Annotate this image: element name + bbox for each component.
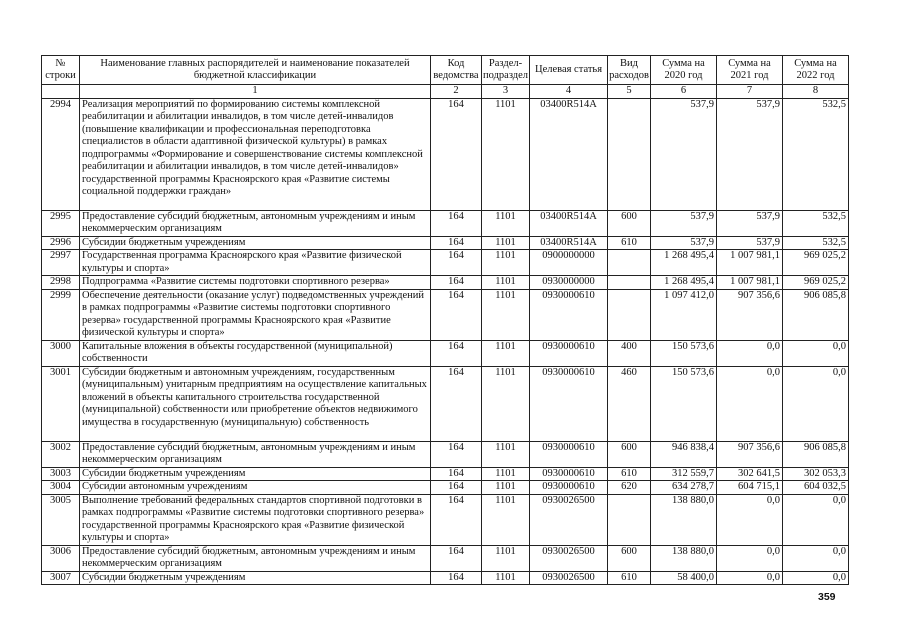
sum-2020: 138 880,0 (651, 545, 717, 571)
sum-2021: 537,9 (717, 98, 783, 210)
section-code: 1101 (482, 571, 530, 585)
row-name: Субсидии бюджетным и автономным учреждениям, государственным (муниципальным) унитарным предприятиям на осуществление капитальных вложений в объекты капитального строительства государственной (муниципальной) собственности или приобретение объектов недвижимого имущества в государственную (муниципальную) собственность (80, 366, 431, 441)
row-name: Субсидии бюджетным учреждениям (80, 467, 431, 481)
column-number: 7 (717, 85, 783, 99)
dept-code: 164 (431, 545, 482, 571)
dept-code: 164 (431, 366, 482, 441)
row-number: 3004 (42, 481, 80, 495)
section-code: 1101 (482, 289, 530, 340)
target-article: 0930000610 (530, 481, 608, 495)
sum-2022: 0,0 (783, 340, 849, 366)
sum-2020: 1 268 495,4 (651, 250, 717, 276)
row-number: 2997 (42, 250, 80, 276)
column-number: 3 (482, 85, 530, 99)
row-name: Субсидии бюджетным учреждениям (80, 571, 431, 585)
table-row (42, 210, 849, 236)
column-number-row (42, 85, 849, 99)
expense-type: 400 (608, 340, 651, 366)
row-number: 2995 (42, 210, 80, 236)
target-article: 0930000610 (530, 366, 608, 441)
row-number: 3003 (42, 467, 80, 481)
target-article: 0930000610 (530, 340, 608, 366)
dept-code: 164 (431, 340, 482, 366)
target-article: 03400R514A (530, 210, 608, 236)
table-row (42, 545, 849, 571)
sum-2021: 0,0 (717, 340, 783, 366)
sum-2021: 0,0 (717, 571, 783, 585)
column-number: 1 (80, 85, 431, 99)
row-number: 3007 (42, 571, 80, 585)
section-code: 1101 (482, 545, 530, 571)
expense-type: 620 (608, 481, 651, 495)
expense-type: 600 (608, 210, 651, 236)
sum-2020: 150 573,6 (651, 340, 717, 366)
sum-2021: 907 356,6 (717, 289, 783, 340)
sum-2021: 537,9 (717, 236, 783, 250)
target-article: 03400R514A (530, 236, 608, 250)
row-name: Обеспечение деятельности (оказание услуг) подведомственных учреждений в рамках подпрограммы «Развитие системы подготовки спортивного резерва» государственной программы Красноярского края «Развитие физической культуры и спорта» (80, 289, 431, 340)
sum-2020: 537,9 (651, 236, 717, 250)
expense-type: 460 (608, 366, 651, 441)
row-name: Выполнение требований федеральных стандартов спортивной подготовки в рамках подпрограммы «Развитие системы подготовки спортивного резерва» государственной программы Красноярского края «Развитие физической культуры и спорта» (80, 494, 431, 545)
table-row (42, 236, 849, 250)
dept-code: 164 (431, 236, 482, 250)
target-article: 0900000000 (530, 250, 608, 276)
expense-type (608, 289, 651, 340)
dept-code: 164 (431, 98, 482, 210)
column-number: 2 (431, 85, 482, 99)
row-name: Субсидии бюджетным учреждениям (80, 236, 431, 250)
header-expense-type: Вид расходов (608, 56, 651, 85)
row-name: Подпрограмма «Развитие системы подготовки спортивного резерва» (80, 276, 431, 290)
dept-code: 164 (431, 441, 482, 467)
budget-table (41, 55, 849, 585)
sum-2020: 946 838,4 (651, 441, 717, 467)
section-code: 1101 (482, 250, 530, 276)
header-sum-2020: Сумма на 2020 год (651, 56, 717, 85)
header-sum-2022: Сумма на 2022 год (783, 56, 849, 85)
target-article: 0930000610 (530, 289, 608, 340)
sum-2022: 0,0 (783, 366, 849, 441)
expense-type: 600 (608, 545, 651, 571)
row-number: 3000 (42, 340, 80, 366)
section-code: 1101 (482, 366, 530, 441)
sum-2021: 0,0 (717, 545, 783, 571)
row-number: 3001 (42, 366, 80, 441)
sum-2022: 532,5 (783, 236, 849, 250)
column-number: 4 (530, 85, 608, 99)
table-row (42, 441, 849, 467)
row-number: 3002 (42, 441, 80, 467)
sum-2020: 537,9 (651, 210, 717, 236)
sum-2022: 604 032,5 (783, 481, 849, 495)
row-name: Предоставление субсидий бюджетным, автономным учреждениям и иным некоммерческим организациям (80, 545, 431, 571)
table-row (42, 289, 849, 340)
dept-code: 164 (431, 250, 482, 276)
sum-2022: 906 085,8 (783, 441, 849, 467)
header-section: Раздел-подраздел (482, 56, 530, 85)
row-name: Предоставление субсидий бюджетным, автономным учреждениям и иным некоммерческим организациям (80, 210, 431, 236)
header-name: Наименование главных распорядителей и наименование показателей бюджетной классификации (80, 56, 431, 85)
sum-2021: 302 641,5 (717, 467, 783, 481)
sum-2021: 0,0 (717, 366, 783, 441)
sum-2021: 1 007 981,1 (717, 276, 783, 290)
header-sum-2021: Сумма на 2021 год (717, 56, 783, 85)
header-row (42, 56, 849, 85)
sum-2022: 0,0 (783, 494, 849, 545)
expense-type: 610 (608, 467, 651, 481)
sum-2022: 969 025,2 (783, 250, 849, 276)
table-row (42, 98, 849, 210)
column-number: 5 (608, 85, 651, 99)
dept-code: 164 (431, 276, 482, 290)
sum-2021: 907 356,6 (717, 441, 783, 467)
sum-2022: 906 085,8 (783, 289, 849, 340)
section-code: 1101 (482, 210, 530, 236)
dept-code: 164 (431, 494, 482, 545)
expense-type (608, 98, 651, 210)
sum-2020: 138 880,0 (651, 494, 717, 545)
row-name: Предоставление субсидий бюджетным, автономным учреждениям и иным некоммерческим организациям (80, 441, 431, 467)
sum-2020: 1 268 495,4 (651, 276, 717, 290)
expense-type: 610 (608, 236, 651, 250)
dept-code: 164 (431, 481, 482, 495)
row-number: 3005 (42, 494, 80, 545)
dept-code: 164 (431, 210, 482, 236)
column-number: 8 (783, 85, 849, 99)
sum-2022: 0,0 (783, 571, 849, 585)
sum-2020: 1 097 412,0 (651, 289, 717, 340)
sum-2021: 537,9 (717, 210, 783, 236)
dept-code: 164 (431, 571, 482, 585)
sum-2022: 532,5 (783, 98, 849, 210)
row-name: Реализация мероприятий по формированию системы комплексной реабилитации и абилитации инвалидов, в том числе детей-инвалидов (повышение квалификации и профессиональная переподготовка специалистов в области адаптивной физической культуры) в рамках подпрограммы «Формирование и совершенствование системы комплексной реабилитации и абилитации инвалидов, в том числе детей-инвалидов» государственной программы Красноярского края «Развитие системы социальной поддержки граждан» (80, 98, 431, 210)
target-article: 0930000000 (530, 276, 608, 290)
expense-type (608, 250, 651, 276)
section-code: 1101 (482, 340, 530, 366)
expense-type (608, 276, 651, 290)
section-code: 1101 (482, 481, 530, 495)
page-number: 359 (818, 591, 836, 603)
sum-2020: 537,9 (651, 98, 717, 210)
target-article: 0930000610 (530, 467, 608, 481)
expense-type (608, 494, 651, 545)
row-number: 2994 (42, 98, 80, 210)
dept-code: 164 (431, 289, 482, 340)
table-row (42, 571, 849, 585)
column-number (42, 85, 80, 99)
expense-type: 600 (608, 441, 651, 467)
sum-2020: 150 573,6 (651, 366, 717, 441)
sum-2022: 0,0 (783, 545, 849, 571)
table-row (42, 276, 849, 290)
section-code: 1101 (482, 276, 530, 290)
target-article: 0930000610 (530, 441, 608, 467)
section-code: 1101 (482, 98, 530, 210)
row-name: Государственная программа Красноярского края «Развитие физической культуры и спорта» (80, 250, 431, 276)
sum-2020: 58 400,0 (651, 571, 717, 585)
table-row (42, 494, 849, 545)
sum-2020: 312 559,7 (651, 467, 717, 481)
row-number: 3006 (42, 545, 80, 571)
sum-2020: 634 278,7 (651, 481, 717, 495)
table-row (42, 481, 849, 495)
sum-2021: 0,0 (717, 494, 783, 545)
row-name: Субсидии автономным учреждениям (80, 481, 431, 495)
section-code: 1101 (482, 441, 530, 467)
table-row (42, 250, 849, 276)
header-target-article: Целевая статья (530, 56, 608, 85)
row-name: Капитальные вложения в объекты государственной (муниципальной) собственности (80, 340, 431, 366)
table-row (42, 340, 849, 366)
sum-2021: 1 007 981,1 (717, 250, 783, 276)
table-row (42, 467, 849, 481)
header-row-number: № строки (42, 56, 80, 85)
target-article: 0930026500 (530, 545, 608, 571)
target-article: 0930026500 (530, 494, 608, 545)
sum-2021: 604 715,1 (717, 481, 783, 495)
row-number: 2999 (42, 289, 80, 340)
dept-code: 164 (431, 467, 482, 481)
table-row (42, 366, 849, 441)
sum-2022: 532,5 (783, 210, 849, 236)
target-article: 0930026500 (530, 571, 608, 585)
expense-type: 610 (608, 571, 651, 585)
sum-2022: 302 053,3 (783, 467, 849, 481)
table-body (42, 98, 849, 585)
section-code: 1101 (482, 467, 530, 481)
row-number: 2998 (42, 276, 80, 290)
section-code: 1101 (482, 236, 530, 250)
sum-2022: 969 025,2 (783, 276, 849, 290)
section-code: 1101 (482, 494, 530, 545)
target-article: 03400R514A (530, 98, 608, 210)
column-number: 6 (651, 85, 717, 99)
row-number: 2996 (42, 236, 80, 250)
header-dept-code: Код ведомства (431, 56, 482, 85)
